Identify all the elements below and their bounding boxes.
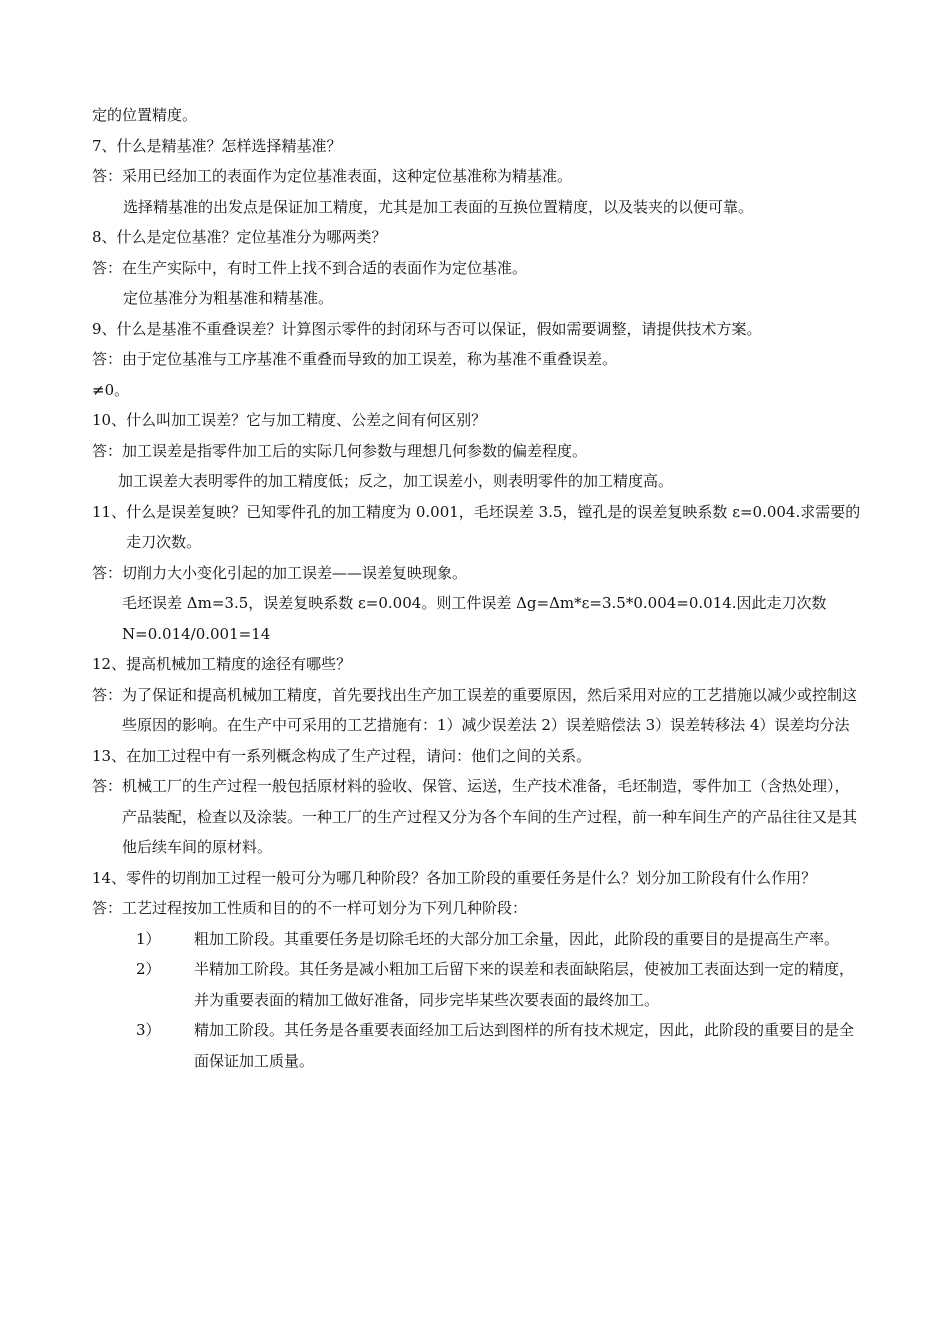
stage-text: 粗加工阶段。其重要任务是切除毛坯的大部分加工余量，因此，此阶段的重要目的是提高生产率。 — [194, 929, 840, 948]
answer-7-line-1: 答：采用已经加工的表面作为定位基准表面，这种定位基准称为精基准。 — [92, 167, 573, 185]
answer-11-line-1: 切削力大小变化引起的加工误差——误差复映现象。 — [122, 563, 468, 582]
stage-item-2 — [92, 954, 862, 1015]
question-13 — [92, 741, 862, 772]
answer-14 — [92, 893, 862, 924]
answer-8-line-2: 定位基准分为粗基准和精基准。 — [123, 289, 334, 307]
answer-12 — [92, 680, 862, 741]
answer-14-text: 工艺过程按加工性质和目的的不一样可划分为下列几种阶段： — [122, 899, 528, 917]
answer-12-label: 答： — [92, 685, 123, 704]
answer-12-text: 为了保证和提高机械加工精度，首先要找出生产加工误差的重要原因，然后采用对应的工艺措施以减少或控制这些原因的影响。在生产中可采用的工艺措施有：1）减少误差法 2）误差赔偿法 3）误差转移法 4）误差均分法 — [122, 685, 858, 734]
question-10: 10、什么叫加工误差？它与加工精度、公差之间有何区别？ — [92, 411, 487, 429]
answer-11 — [92, 558, 862, 650]
answer-8-line-1: 答：在生产实际中，有时工件上找不到合适的表面作为定位基准。 — [92, 258, 528, 277]
stage-number: 3） — [136, 1021, 161, 1039]
stage-text: 半精加工阶段。其任务是减小粗加工后留下来的误差和表面缺陷层，使被加工表面达到一定的精度，并为重要表面的精加工做好准备，同步完毕某些次要表面的最终加工。 — [194, 960, 855, 1009]
stage-number: 2） — [136, 960, 161, 978]
answer-11-label: 答： — [92, 563, 123, 582]
text-line: 定的位置精度。 — [92, 106, 198, 124]
question-11 — [92, 497, 862, 558]
answer-13 — [92, 771, 862, 863]
question-7: 7、什么是精基准？怎样选择精基准？ — [92, 136, 342, 155]
stage-item-1 — [92, 924, 862, 955]
answer-10-line-1: 答：加工误差是指零件加工后的实际几何参数与理想几何参数的偏差程度。 — [92, 441, 588, 460]
question-8: 8、什么是定位基准？定位基准分为哪两类？ — [92, 228, 387, 246]
question-11-text: 什么是误差复映？已知零件孔的加工精度为 0.001，毛坯误差 3.5，镗孔是的误差复映系数 ε=0.004.求需要的走刀次数。 — [126, 502, 861, 551]
answer-11-line-2: 毛坯误差 Δm=3.5，误差复映系数 ε=0.004。则工件误差 Δg=Δm*ε=3.5*0.004=0.014.因此走刀次数N=0.014/0.001=14 — [122, 594, 827, 643]
stage-number: 1） — [136, 929, 161, 948]
answer-13-text: 机械工厂的生产过程一般包括原材料的验收、保管、运送，生产技术准备，毛坯制造，零件加工（含热处理），产品装配，检查以及涂装。一种工厂的生产过程又分为各个车间的生产过程，前一种车间生产的产品往往又是其他后续车间的原材料。 — [122, 777, 858, 856]
question-12-number: 12、 — [92, 655, 127, 673]
question-13-text: 在加工过程中有一系列概念构成了生产过程，请问：他们之间的关系。 — [126, 746, 592, 765]
question-9: 9、什么是基准不重叠误差？计算图示零件的封闭环与否可以保证，假如需要调整，请提供技术方案。 — [92, 319, 762, 338]
answer-10-line-2: 加工误差大表明零件的加工精度低；反之，加工误差小，则表明零件的加工精度高。 — [118, 472, 674, 490]
question-14-number: 14、 — [92, 868, 127, 887]
question-14-text: 零件的切削加工过程一般可分为哪几种阶段？各加工阶段的重要任务是什么？划分加工阶段有什么作用？ — [126, 868, 817, 887]
stage-text: 精加工阶段。其任务是各重要表面经加工后达到图样的所有技术规定，因此，此阶段的重要目的是全面保证加工质量。 — [194, 1021, 855, 1070]
question-14 — [92, 863, 862, 894]
question-13-number: 13、 — [92, 746, 127, 765]
answer-14-label: 答： — [92, 899, 123, 917]
stage-item-3 — [92, 1015, 862, 1076]
answer-11-body — [122, 558, 862, 650]
question-12-text: 提高机械加工精度的途径有哪些？ — [126, 655, 352, 673]
answer-9-line-1: 答：由于定位基准与工序基准不重叠而导致的加工误差，称为基准不重叠误差。 — [92, 350, 618, 368]
answer-7-line-2: 选择精基准的出发点是保证加工精度，尤其是加工表面的互换位置精度，以及装夹的以便可靠。 — [123, 197, 754, 216]
answer-9-line-2: ≠0。 — [92, 380, 130, 399]
answer-13-label: 答： — [92, 777, 123, 795]
question-12 — [92, 649, 862, 680]
question-11-number: 11、 — [92, 502, 127, 521]
